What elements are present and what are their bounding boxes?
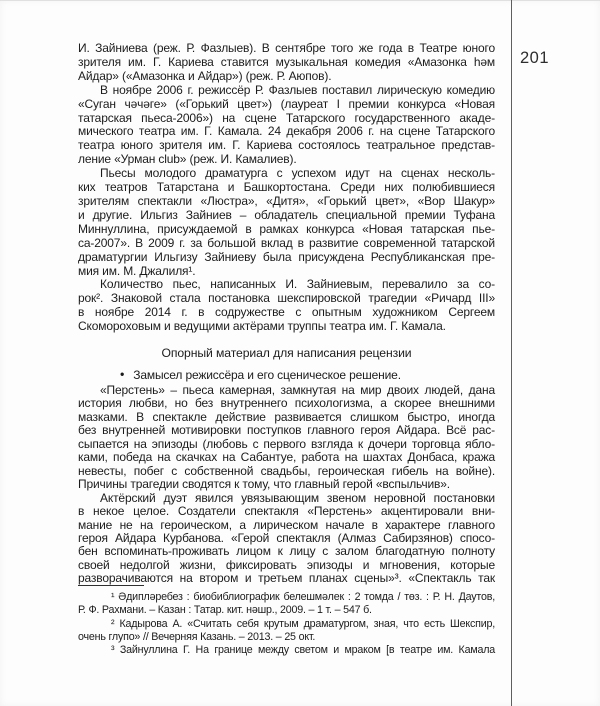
body-text-block-1 xyxy=(78,42,495,334)
page-number: 201 xyxy=(520,49,550,67)
text-line: зрителя им. Г. Кариева ставится музыкальная комедия «Амазонка һәм xyxy=(78,54,495,69)
text-line: героя Айдара Курбанова. «Герой спектакля (Алмаз Сабирзянов) спосо- xyxy=(78,530,495,545)
body-text-block-2 xyxy=(78,384,495,586)
text-line: Пьесы молодого драматурга с успехом идут на сценах несколь- xyxy=(100,166,495,181)
text-line: театра юного зрителя им. Г. Кариева состоялось театральное представ- xyxy=(78,138,495,153)
text-line: татарская пьеса-2006») на сцене Татарского государственного акаде- xyxy=(78,110,495,125)
text-line: в ноябре 2014 г. в содружестве с опытным художником Сергеем xyxy=(78,305,495,320)
footnote-line: Р. Ф. Рахмани. – Казан : Татар. кит. нәшр., 2009. – 1 т. – 547 б. xyxy=(78,604,372,617)
footnote-line: ² Кадырова А. «Считать себя крутым драматургом, зная, что есть Шекспир, xyxy=(111,617,495,630)
text-line: драматургии Ильгизу Зайниеву была присуждена Республиканская пре- xyxy=(78,249,495,264)
text-line: ление «Урман club» (реж. И. Камалиев). xyxy=(78,152,297,167)
text-line: зрителям спектакли «Люстра», «Дитя», «Горький цвет», «Вор Шакур» xyxy=(78,193,495,208)
bullet-item xyxy=(78,368,495,382)
text-line: ками, победа на скачках на Сабантуе, работа на шахтах Донбаса, кража xyxy=(78,450,495,465)
footnotes-block xyxy=(78,591,495,657)
text-line: своей недолгой жизни, фиксировать эпизоды и мгновения, которые xyxy=(78,557,495,572)
footnote-line: очень глупо» // Вечерняя Казань. – 2013. – 25 окт. xyxy=(78,630,316,643)
bullet-icon: • xyxy=(120,367,125,382)
text-line: в некое целое. Создатели спектакля «Перстень» акцентировали вни- xyxy=(78,504,495,519)
section-heading: Опорный материал для написания рецензии xyxy=(161,346,412,360)
text-line: ких театров Татарстана и Башкортостана. Среди них полюбившиеся xyxy=(78,180,495,195)
text-line: Количество пьес, написанных И. Зайниевым, перевалило за со- xyxy=(100,277,495,292)
text-line: Миннуллина, присуждаемой в рамках конкурса «Новая татарская пье- xyxy=(78,221,495,236)
text-line: В ноябре 2006 г. режиссёр Р. Фазлыев поставил лирическую комедию xyxy=(100,82,495,97)
text-line: мание не на героическом, а лирическом начале в характере главного xyxy=(78,517,495,532)
bullet-text: Замысел режиссёра и его сценическое решение. xyxy=(133,368,401,382)
text-line: Актёрский дуэт явился увязывающим звеном неровной постановки xyxy=(100,490,495,505)
text-line: «Суган чәчәге» («Горький цвет») (лауреат I премии конкурса «Новая xyxy=(78,96,495,111)
margin-rule xyxy=(511,0,512,706)
text-line: Айдар» («Амазонка и Айдар») (реж. Р. Аюпов). xyxy=(78,68,332,83)
text-line: мия им. М. Джалиля¹. xyxy=(78,263,196,278)
text-line: разворачиваются на втором и третьем планах сцены»³. «Спектакль так xyxy=(78,571,495,586)
text-line: без внутренней мотивировки поступков главного героя Айдара. Всё рас- xyxy=(78,423,495,438)
text-line: рок². Знаковой стала постановка шекспировской трагедии «Ричард III» xyxy=(78,291,495,306)
text-line: мазками. В спектакле действие развивается слишком быстро, иногда xyxy=(78,409,495,424)
text-line: мического театра им. Г. Камала. 24 декабря 2006 г. на сцене Татарского xyxy=(78,124,495,139)
text-line: И. Зайниева (реж. Р. Фазлыев). В сентябре того же года в Театре юного xyxy=(78,41,495,55)
footnote-line: ³ Зайнуллина Г. На границе между светом и мраком [в театре им. Камала xyxy=(111,644,495,657)
text-line: «Перстень» – пьеса камерная, замкнутая на мир двоих людей, дана xyxy=(100,383,495,397)
text-line: Скомороховым и ведущими актёрами труппы театра им. Г. Камала. xyxy=(78,319,446,334)
footnote-separator xyxy=(78,585,144,586)
text-line: бен вспоминать-проживать лицом к лицу с залом благодатную полноту xyxy=(78,544,495,559)
text-line: и другие. Ильгиз Зайниев – обладатель специальной премии Туфана xyxy=(78,207,495,222)
text-line: сыпается на эпизоды (любовь с первого взгляда к дочери торговца ябло- xyxy=(78,436,495,451)
text-line: история любви, но без внутреннего психологизма, а скорее внешними xyxy=(78,396,495,411)
text-line: Причины трагедии сводятся к тому, что главный герой «вспыльчив». xyxy=(78,477,450,492)
footnote-line: ¹ Әдипләребез : биобиблиографик белешмәлек : 2 томда / төз. : Р. Н. Даутов, xyxy=(111,591,495,603)
text-line: невесты, побег с собственной свадьбы, героическая гибель на войне). xyxy=(78,463,495,478)
page-top-edge xyxy=(0,0,600,1)
text-line: са-2007». В 2009 г. за большой вклад в развитие современной татарской xyxy=(78,235,495,250)
